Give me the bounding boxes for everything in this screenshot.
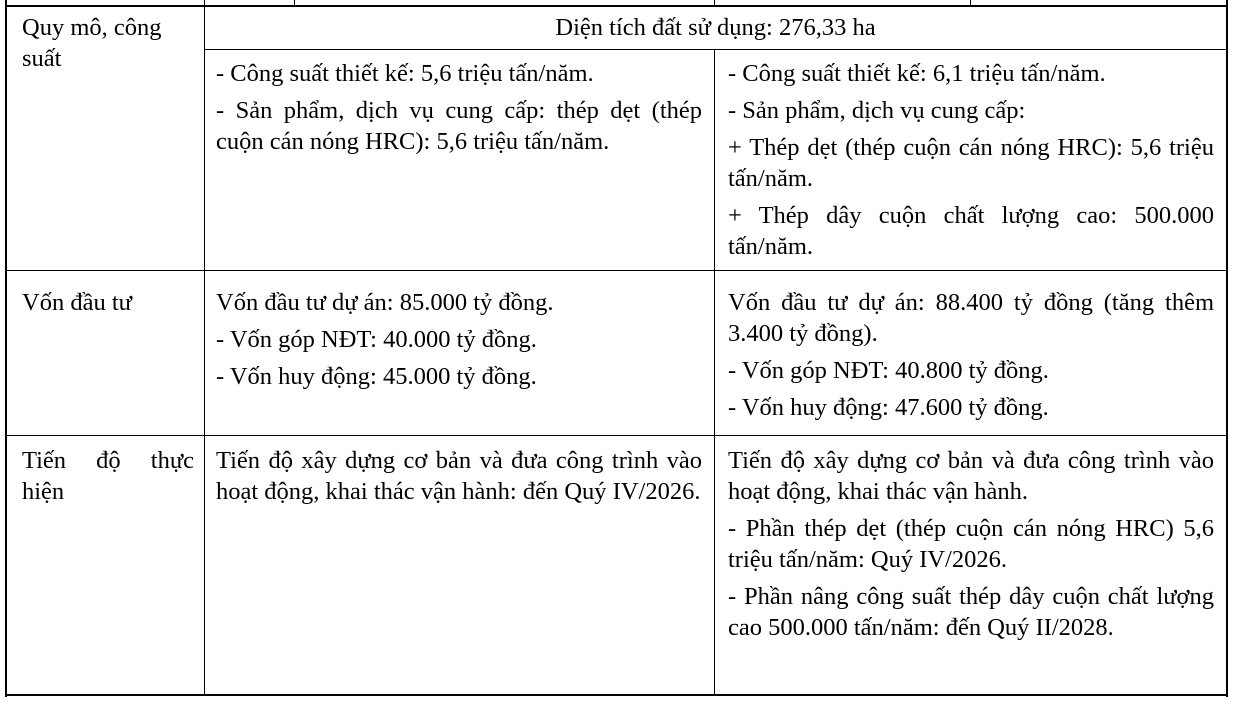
row-divider <box>5 435 1228 436</box>
scale-after <box>728 58 1214 268</box>
column-divider <box>294 0 295 6</box>
land-area-text: Diện tích đất sử dụng: 276,33 ha <box>555 14 876 41</box>
text-line: - Vốn góp NĐT: 40.000 tỷ đồng. <box>216 326 537 353</box>
column-divider <box>204 0 205 696</box>
row-label-schedule <box>22 445 194 513</box>
schedule-before <box>216 445 702 513</box>
table-border <box>5 0 7 697</box>
text-line: - Công suất thiết kế: 5,6 triệu tấn/năm. <box>216 60 594 87</box>
text-line: Tiến độ xây dựng cơ bản và đưa công trình vào hoạt động, khai thác vận hành. <box>728 447 1214 505</box>
text-line: Vốn đầu tư dự án: 85.000 tỷ đồng. <box>216 289 554 316</box>
label-text: Quy mô, công suất <box>22 14 162 72</box>
text-line: - Vốn huy động: 45.000 tỷ đồng. <box>216 363 537 390</box>
text-line: - Vốn huy động: 47.600 tỷ đồng. <box>728 394 1049 421</box>
text-line: - Công suất thiết kế: 6,1 triệu tấn/năm. <box>728 60 1106 87</box>
schedule-after <box>728 445 1214 649</box>
text-line: Tiến độ xây dựng cơ bản và đưa công trình vào hoạt động, khai thác vận hành: đến Quý IV/2026. <box>216 447 702 505</box>
investment-before <box>216 287 702 398</box>
row-divider <box>204 49 1227 50</box>
table-border <box>1226 0 1228 697</box>
text-line: Vốn đầu tư dự án: 88.400 tỷ đồng (tăng thêm 3.400 tỷ đồng). <box>728 289 1214 347</box>
row-divider <box>5 270 1228 271</box>
row-label-scale <box>22 12 194 80</box>
shared-land-area <box>205 12 1226 43</box>
column-divider <box>714 49 715 696</box>
text-line: - Phần nâng công suất thép dây cuộn chất lượng cao 500.000 tấn/năm: đến Quý II/2028. <box>728 583 1214 641</box>
table-border <box>5 5 1228 7</box>
label-text: Tiến độ thực hiện <box>22 447 194 505</box>
text-line: - Phần thép dẹt (thép cuộn cán nóng HRC) 5,6 triệu tấn/năm: Quý IV/2026. <box>728 515 1214 573</box>
row-label-investment <box>22 287 194 324</box>
investment-after <box>728 287 1214 429</box>
text-line: + Thép dẹt (thép cuộn cán nóng HRC): 5,6 triệu tấn/năm. <box>728 134 1214 192</box>
text-line: - Sản phẩm, dịch vụ cung cấp: <box>728 97 1026 124</box>
table-border <box>5 694 1228 696</box>
text-line: - Sản phẩm, dịch vụ cung cấp: thép dẹt (thép cuộn cán nóng HRC): 5,6 triệu tấn/năm. <box>216 97 702 155</box>
column-divider <box>970 0 971 6</box>
label-text: Vốn đầu tư <box>22 289 132 316</box>
text-line: - Vốn góp NĐT: 40.800 tỷ đồng. <box>728 357 1049 384</box>
scale-before <box>216 58 702 163</box>
column-divider <box>714 0 715 6</box>
text-line: + Thép dây cuộn chất lượng cao: 500.000 tấn/năm. <box>728 202 1214 260</box>
